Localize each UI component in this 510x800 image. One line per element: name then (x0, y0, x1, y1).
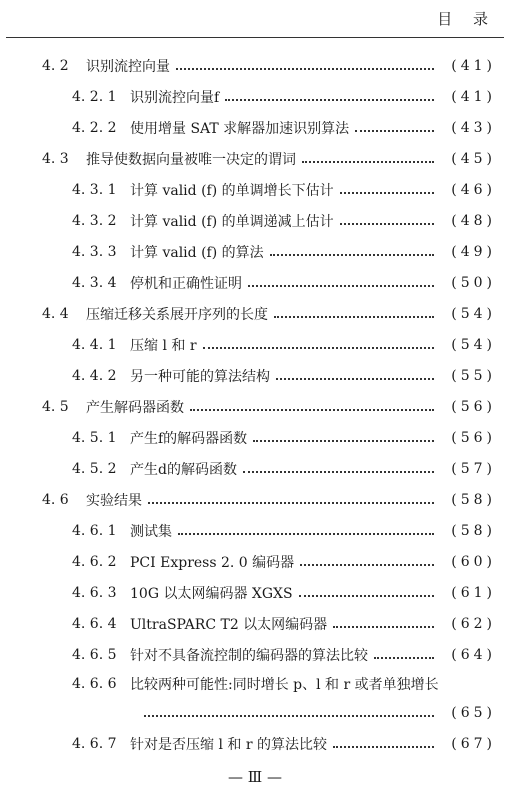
toc-entry-number: 4. 6. 5 (72, 646, 117, 663)
dot-leader (374, 657, 434, 659)
toc-entry-page: (57) (451, 460, 496, 477)
toc-entry-title: 针对是否压缩 l 和 r 的算法比较 (130, 736, 327, 753)
toc-entry-page: (60) (451, 553, 496, 570)
toc-entry-page: (58) (451, 522, 496, 539)
toc-entry-title: 测试集 (130, 523, 172, 540)
toc-entry-number: 4. 3. 1 (72, 181, 117, 198)
toc-entry[interactable] (0, 360, 510, 391)
toc-entry[interactable] (0, 608, 510, 639)
dot-leader (333, 626, 434, 628)
toc-entry-title: 使用增量 SAT 求解器加速识别算法 (130, 120, 350, 137)
toc-entry-page: (41) (451, 88, 496, 105)
toc-entry[interactable] (0, 205, 510, 236)
toc-entry[interactable] (0, 298, 510, 329)
toc-entry-page: (54) (451, 305, 496, 322)
toc-entry-title: 计算 valid (f) 的单调增长下估计 (130, 182, 334, 199)
header-rule (6, 37, 504, 38)
dot-leader (225, 99, 434, 101)
toc-entry-number: 4. 4 (42, 305, 69, 322)
toc-entry-page: (56) (451, 398, 496, 415)
toc-entry-number: 4. 4. 1 (72, 336, 117, 353)
toc-entry[interactable] (0, 329, 510, 360)
toc-entry-page: (67) (451, 735, 496, 752)
toc-entry-title: 计算 valid (f) 的单调递减上估计 (130, 213, 334, 230)
toc-entry-title: 实验结果 (86, 492, 142, 509)
dot-leader (243, 471, 434, 473)
toc-entry-title: 停机和正确性证明 (130, 275, 242, 292)
toc-entry-title: 比较两种可能性:同时增长 p、l 和 r 或者单独增长 (130, 677, 439, 693)
toc-entry-title: 推导使数据向量被唯一决定的谓词 (86, 151, 296, 168)
toc-entry[interactable] (0, 391, 510, 422)
toc-entry-number: 4. 3 (42, 150, 69, 167)
toc-entry-page: (46) (451, 181, 496, 198)
dot-leader (253, 440, 434, 442)
toc-entry[interactable] (0, 453, 510, 484)
toc-entry[interactable] (0, 174, 510, 205)
toc-entry-page: (49) (451, 243, 496, 260)
toc-entry-number: 4. 6. 6 (72, 676, 117, 692)
toc-entry[interactable] (0, 484, 510, 515)
toc-entry-number: 4. 3. 4 (72, 274, 117, 291)
toc-entry-title: 计算 valid (f) 的算法 (130, 244, 264, 261)
dot-leader (203, 347, 434, 349)
toc-entry-title: 10G 以太网编码器 XGXS (130, 585, 293, 602)
toc-entry-number: 4. 4. 2 (72, 367, 117, 384)
dot-leader (144, 715, 434, 717)
toc-entry[interactable] (0, 670, 510, 698)
toc-entry-number: 4. 2 (42, 57, 69, 74)
dot-leader (302, 161, 434, 163)
toc-entry-page: (45) (451, 150, 496, 167)
dot-leader (333, 746, 434, 748)
toc-entry-title: 另一种可能的算法结构 (130, 368, 270, 385)
dot-leader (176, 68, 434, 70)
toc-entry-number: 4. 5. 1 (72, 429, 117, 446)
toc-entry-title: 产生f的解码器函数 (130, 430, 248, 447)
toc-entry-number: 4. 6. 1 (72, 522, 117, 539)
toc-entry[interactable] (0, 515, 510, 546)
toc-entry-number: 4. 3. 3 (72, 243, 117, 260)
dot-leader (178, 533, 434, 535)
toc-entry[interactable] (0, 728, 510, 759)
toc-entry-number: 4. 5 (42, 398, 69, 415)
toc-entry-number: 4. 6. 2 (72, 553, 117, 570)
toc-entry-page: (65) (451, 705, 496, 721)
dot-leader (276, 378, 434, 380)
toc-entry-number: 4. 3. 2 (72, 212, 117, 229)
toc-entry-title: 产生d的解码函数 (130, 461, 237, 478)
dot-leader (340, 223, 434, 225)
toc-entry-title: PCI Express 2. 0 编码器 (130, 554, 295, 571)
dot-leader (300, 564, 434, 566)
toc-entry-title: 压缩 l 和 r (130, 337, 197, 354)
toc-entry[interactable] (0, 577, 510, 608)
toc-entry-number: 4. 6 (42, 491, 69, 508)
toc-entry[interactable] (0, 112, 510, 143)
dot-leader (248, 285, 434, 287)
toc-entry-page: (41) (451, 57, 496, 74)
toc-entry-title: 识别流控向量f (130, 89, 220, 106)
toc-entry[interactable] (0, 236, 510, 267)
toc-entry[interactable] (0, 422, 510, 453)
header-title: 目 录 (437, 10, 496, 28)
toc-entry[interactable] (0, 639, 510, 670)
toc-entry-page: (61) (451, 584, 496, 601)
toc-entry-number: 4. 2. 2 (72, 119, 117, 136)
toc-entry-title: 产生解码器函数 (86, 399, 184, 416)
toc-entry-number: 4. 5. 2 (72, 460, 117, 477)
toc-entry-page: (62) (451, 615, 496, 632)
toc-entry-page: (55) (451, 367, 496, 384)
dot-leader (190, 409, 434, 411)
toc-entry-page: (43) (451, 119, 496, 136)
toc-entry-page: (56) (451, 429, 496, 446)
toc-entry[interactable] (0, 267, 510, 298)
toc-entry-number: 4. 2. 1 (72, 88, 117, 105)
dot-leader (355, 130, 434, 132)
toc-entry[interactable] (0, 546, 510, 577)
toc-entry-title: UltraSPARC T2 以太网编码器 (130, 616, 328, 633)
toc-entry-page: (64) (451, 646, 496, 663)
dot-leader (299, 595, 434, 597)
table-of-contents (0, 50, 510, 759)
toc-entry-page: (50) (451, 274, 496, 291)
toc-entry[interactable] (0, 81, 510, 112)
dot-leader (340, 192, 434, 194)
toc-entry[interactable] (0, 143, 510, 174)
dot-leader (148, 502, 434, 504)
toc-entry-page: (54) (451, 336, 496, 353)
toc-entry-number: 4. 6. 7 (72, 735, 117, 752)
toc-entry-title: 针对不具备流控制的编码器的算法比较 (130, 647, 368, 664)
toc-entry-number: 4. 6. 3 (72, 584, 117, 601)
toc-entry-continuation[interactable] (0, 698, 510, 728)
dot-leader (270, 254, 434, 256)
page-number: — Ⅲ — (227, 768, 282, 786)
toc-entry-page: (58) (451, 491, 496, 508)
page-header (0, 0, 510, 38)
toc-entry-number: 4. 6. 4 (72, 615, 117, 632)
toc-entry-title: 识别流控向量 (86, 58, 170, 75)
dot-leader (274, 316, 434, 318)
toc-entry-title: 压缩迁移关系展开序列的长度 (86, 306, 268, 323)
toc-entry[interactable] (0, 50, 510, 81)
toc-entry-page: (48) (451, 212, 496, 229)
